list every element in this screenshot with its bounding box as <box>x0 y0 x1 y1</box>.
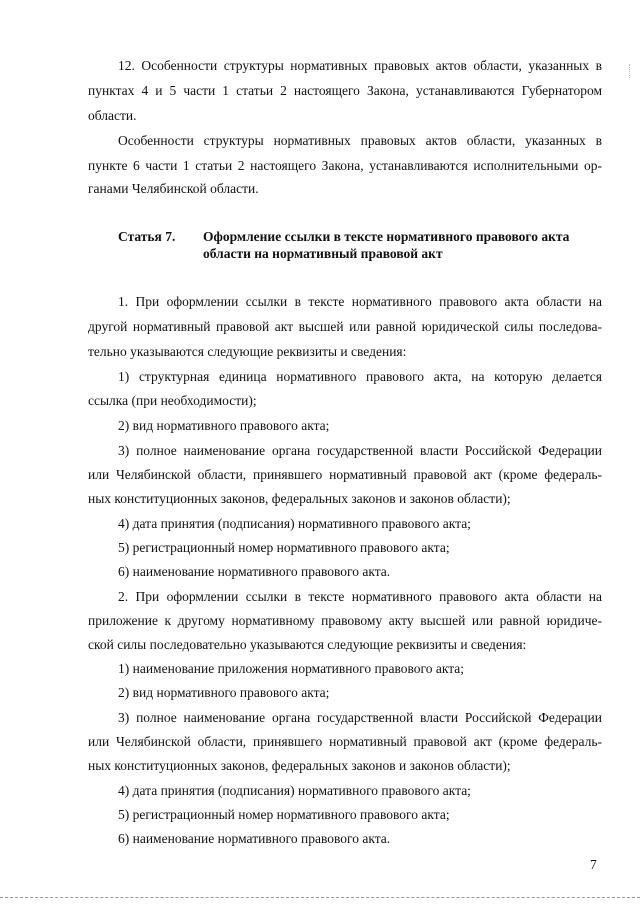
page-number: 7 <box>590 857 597 872</box>
para-12-line-2: пунктах 4 и 5 части 1 статьи 2 настоящего Закона, устанавливаются Губернатором <box>88 83 602 98</box>
p1-item-3-line-3: ных конституционных законов, федеральных законов и законов области); <box>88 491 511 506</box>
p1-item-1-line-2: ссылка (при необходимости); <box>88 393 257 408</box>
p2-item-3-line-1: 3) полное наименование органа государственной власти Российской Федерации <box>118 710 602 725</box>
p2-item-3-line-2: или Челябинской области, принявшего нормативный правовой акт (кроме федераль- <box>88 734 602 749</box>
p1-item-1-line-1: 1) структурная единица нормативного правового акта, на которую делается <box>118 369 602 384</box>
p1-line-3: тельно указываются следующие реквизиты и сведения: <box>88 344 407 359</box>
p1-item-3-line-1: 3) полное наименование органа государственной власти Российской Федерации <box>118 443 602 458</box>
p2-item-2: 2) вид нормативного правового акта; <box>118 685 330 700</box>
p1-item-2: 2) вид нормативного правового акта; <box>118 418 330 433</box>
p1-item-6: 6) наименование нормативного правового акта. <box>118 564 391 579</box>
p2-line-3: ской силы последовательно указываются следующие реквизиты и сведения: <box>88 637 527 652</box>
margin-mark <box>629 64 633 78</box>
p2-line-1: 2. При оформлении ссылки в тексте нормативного правового акта области на <box>118 589 602 604</box>
p2-line-2: приложение к другому нормативному правовому акту высшей или равной юридиче- <box>88 613 602 628</box>
p1-line-2: другой нормативный правовой акт высшей или равной юридической силы последова- <box>88 319 602 334</box>
para-12-line-1: 12. Особенности структуры нормативных правовых актов области, указанных в <box>118 58 602 73</box>
para-12b-line-3: ганами Челябинской области. <box>88 181 259 196</box>
p2-item-5: 5) регистрационный номер нормативного правового акта; <box>118 807 450 822</box>
p2-item-1: 1) наименование приложения нормативного правового акта; <box>118 661 465 676</box>
article-label: Статья 7. <box>118 229 176 244</box>
page-bottom-edge <box>0 897 640 898</box>
p2-item-3-line-3: ных конституционных законов, федеральных законов и законов области); <box>88 758 511 773</box>
p2-item-6: 6) наименование нормативного правового акта. <box>118 831 391 846</box>
para-12-line-3: области. <box>88 108 137 123</box>
p1-item-4: 4) дата принятия (подписания) нормативного правового акта; <box>118 516 471 531</box>
article-title-line-1: Оформление ссылки в тексте нормативного правового акта <box>203 229 570 244</box>
p1-line-1: 1. При оформлении ссылки в тексте нормативного правового акта области на <box>118 294 602 309</box>
para-12b-line-2: пункте 6 части 1 статьи 2 настоящего Закона, устанавливаются исполнительными ор- <box>88 158 602 173</box>
p1-item-5: 5) регистрационный номер нормативного правового акта; <box>118 540 450 555</box>
para-12b-line-1: Особенности структуры нормативных правовых актов области, указанных в <box>118 133 602 148</box>
article-title-line-2: области на нормативный правовой акт <box>203 246 443 261</box>
p2-item-4: 4) дата принятия (подписания) нормативного правового акта; <box>118 783 471 798</box>
p1-item-3-line-2: или Челябинской области, принявшего нормативный правовой акт (кроме федераль- <box>88 467 602 482</box>
